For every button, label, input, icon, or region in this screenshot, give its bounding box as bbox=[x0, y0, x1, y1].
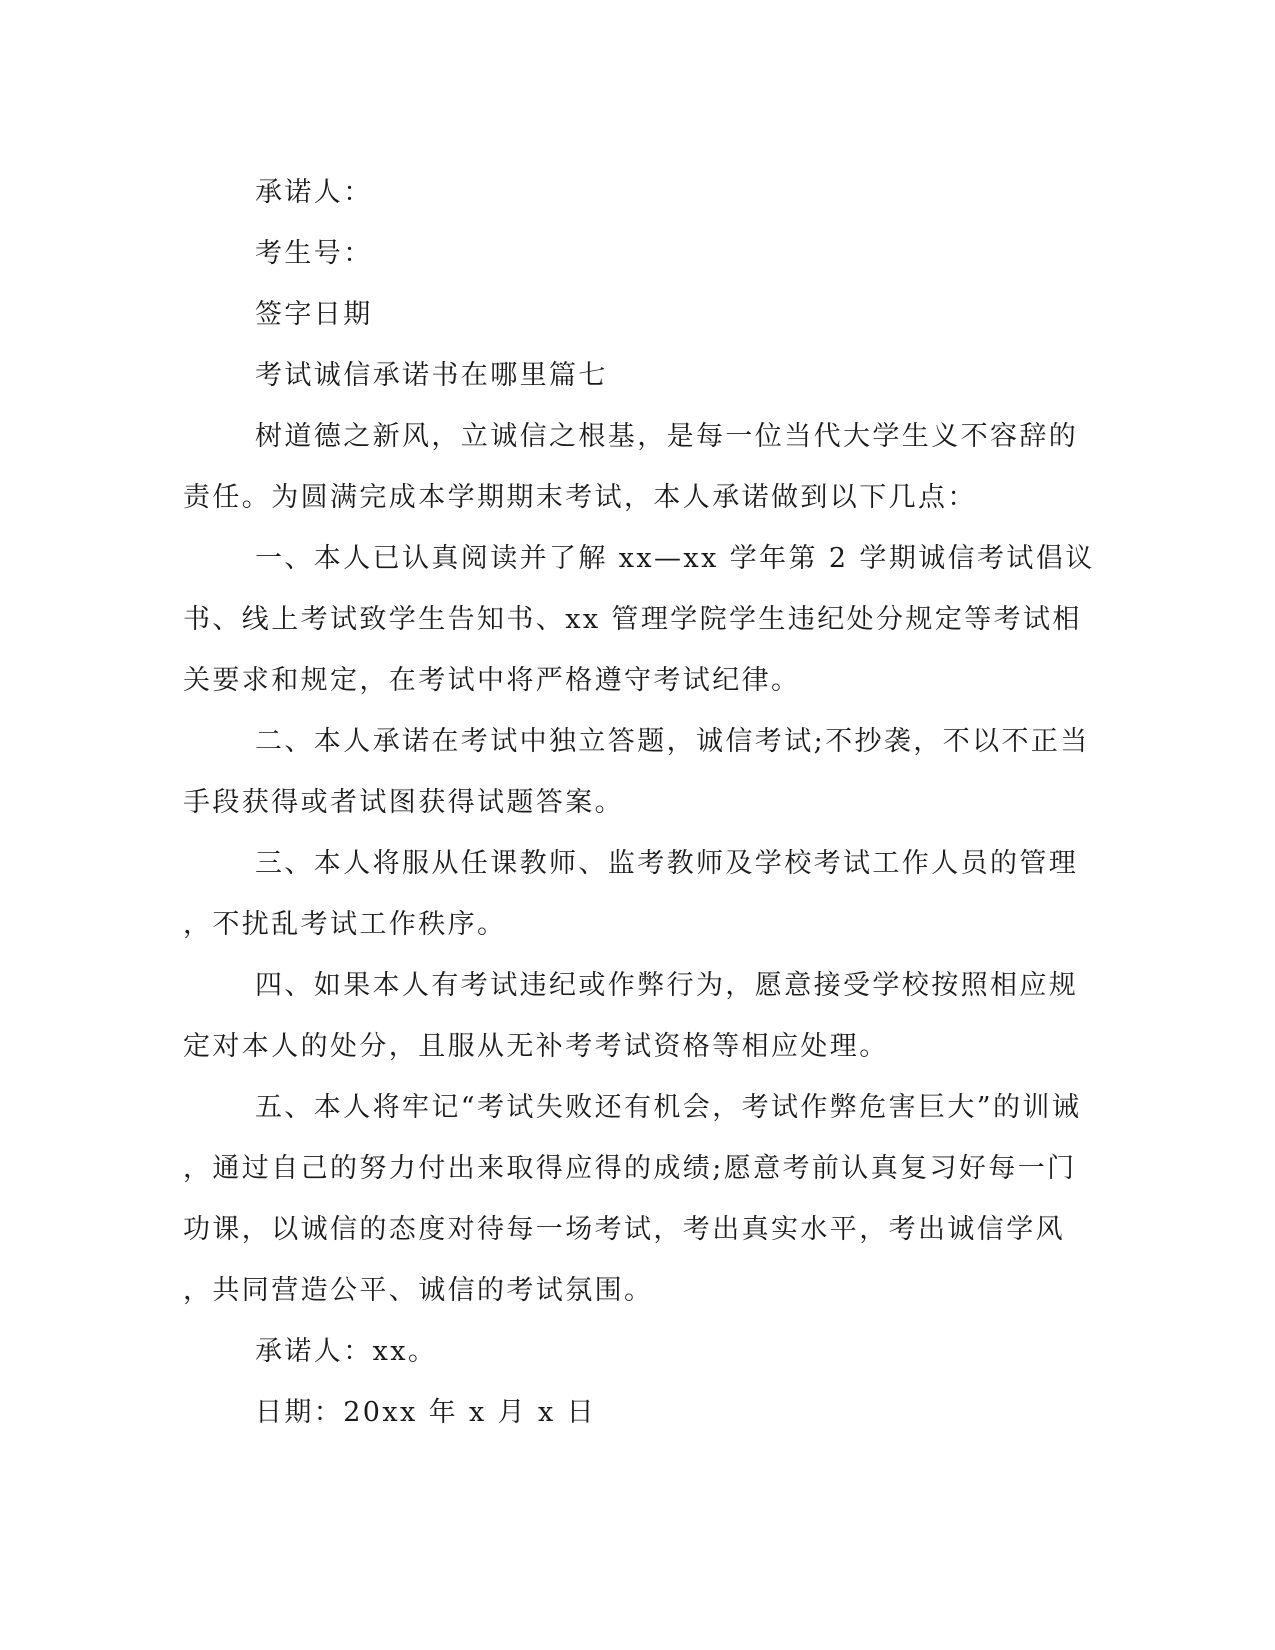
document-body bbox=[183, 162, 1095, 1443]
item-1-line-3: 关要求和规定，在考试中将严格遵守考试纪律。 bbox=[183, 665, 801, 696]
item-5-line-3: 功课，以诚信的态度对待每一场考试，考出真实水平，考出诚信学风 bbox=[183, 1214, 1065, 1245]
intro-paragraph bbox=[183, 406, 1079, 528]
intro-line-1: 树道德之新风，立诚信之根基，是每一位当代大学生义不容辞的 bbox=[255, 421, 1079, 452]
section-title: 考试诚信承诺书在哪里篇七 bbox=[255, 360, 608, 391]
item-5-line-1: 五、本人将牢记“考试失败还有机会，考试作弊危害巨大”的训诫 bbox=[255, 1092, 1082, 1123]
item-3-line-2: ，不扰乱考试工作秩序。 bbox=[183, 909, 507, 940]
intro-line-2: 责任。为圆满完成本学期期末考试，本人承诺做到以下几点： bbox=[183, 482, 977, 513]
footer-date: 日期：20xx 年 x 月 x 日 bbox=[255, 1397, 596, 1428]
item-5-line-2: ，通过自己的努力付出来取得应得的成绩;愿意考前认真复习好每一门 bbox=[183, 1153, 1077, 1184]
item-1-line-1: 一、本人已认真阅读并了解 xx—xx 学年第 2 学期诚信考试倡议 bbox=[255, 543, 1095, 574]
item-1-paragraph bbox=[183, 528, 1095, 711]
item-4-paragraph bbox=[183, 955, 1079, 1077]
item-4-line-1: 四、如果本人有考试违纪或作弊行为，愿意接受学校按照相应规 bbox=[255, 970, 1079, 1001]
item-3-paragraph bbox=[183, 833, 1079, 955]
item-1-line-2: 书、线上考试致学生告知书、xx 管理学院学生违纪处分规定等考试相 bbox=[183, 604, 1082, 635]
promiser-label: 承诺人： bbox=[255, 177, 373, 208]
item-3-line-1: 三、本人将服从任课教师、监考教师及学校考试工作人员的管理 bbox=[255, 848, 1079, 879]
footer-promiser: 承诺人：xx。 bbox=[255, 1336, 438, 1367]
item-2-paragraph bbox=[183, 711, 1090, 833]
item-5-paragraph bbox=[183, 1077, 1082, 1321]
item-2-line-2: 手段获得或者试图获得试题答案。 bbox=[183, 787, 624, 818]
exam-id-label: 考生号： bbox=[255, 238, 373, 269]
sign-date-label: 签字日期 bbox=[255, 299, 373, 330]
item-4-line-2: 定对本人的处分，且服从无补考考试资格等相应处理。 bbox=[183, 1031, 889, 1062]
item-2-line-1: 二、本人承诺在考试中独立答题，诚信考试;不抄袭，不以不正当 bbox=[255, 726, 1090, 757]
item-5-line-4: ，共同营造公平、诚信的考试氛围。 bbox=[183, 1275, 654, 1306]
